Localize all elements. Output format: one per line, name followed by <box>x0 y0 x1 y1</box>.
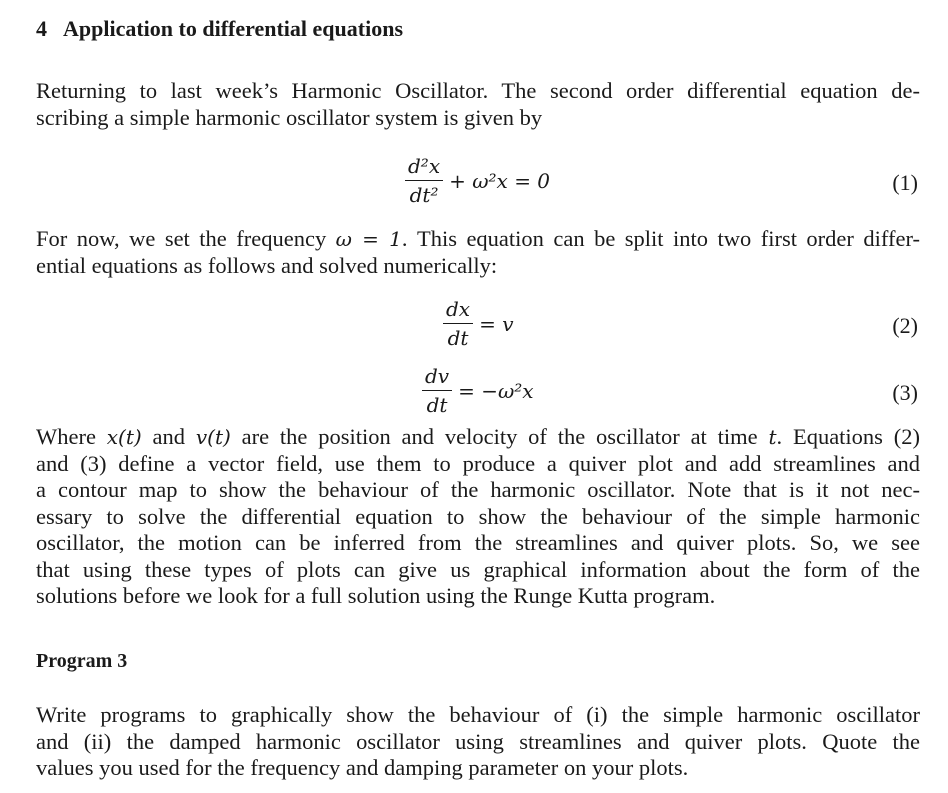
equation-3 <box>422 364 534 417</box>
explanation-line: a contour map to show the behaviour of the harmonic oscillator. Note that is it not nec- <box>36 477 920 502</box>
intro-line: scribing a simple harmonic oscillator system is given by <box>36 104 543 130</box>
explanation-line: that using these types of plots can give us graphical information about the form of the <box>36 556 920 582</box>
program-line: and (ii) the damped harmonic oscillator using streamlines and quiver plots. Quote the <box>36 728 920 754</box>
program-paragraph <box>36 702 920 782</box>
equation-2-fraction <box>443 297 473 350</box>
explanation-line: oscillator, the motion can be inferred from the streamlines and quiver plots. So, we see <box>36 530 920 555</box>
velocity-symbol: v(t) <box>195 425 231 449</box>
equation-2-number: (2) <box>892 313 918 338</box>
equation-3-numerator: dv <box>422 364 452 391</box>
equation-3-number: (3) <box>892 380 918 405</box>
equation-1-numerator: d²x <box>405 154 443 181</box>
split-text-a: For now, we set the frequency <box>36 226 336 251</box>
equation-1-fraction <box>405 154 443 207</box>
section-title: Application to differential equations <box>63 16 404 41</box>
explanation-line-1 <box>36 424 920 451</box>
explanation-line: and (3) define a vector field, use them to produce a quiver plot and add streamlines and <box>36 450 920 476</box>
equation-1-number: (1) <box>892 170 918 195</box>
explanation-text-d: . Equations (2) <box>776 424 920 449</box>
intro-paragraph <box>36 78 920 131</box>
explanation-text-a: Where <box>36 424 107 449</box>
explanation-paragraph <box>36 424 920 610</box>
split-line-1 <box>36 226 920 253</box>
explanation-line: essary to solve the differential equation to show the behaviour of the simple harmonic <box>36 503 920 529</box>
program-line: values you used for the frequency and damping parameter on your plots. <box>36 755 689 780</box>
equation-1 <box>405 154 550 207</box>
time-symbol: t <box>768 425 777 449</box>
equation-3-fraction <box>422 364 452 417</box>
explanation-line: solutions before we look for a full solution using the Runge Kutta program. <box>36 583 716 608</box>
equation-1-denominator: dt² <box>409 183 439 207</box>
position-symbol: x(t) <box>106 425 142 449</box>
section-heading <box>36 16 403 42</box>
explanation-text-c: are the position and velocity of the oscillator at time <box>230 424 769 449</box>
equation-2-denominator: dt <box>447 326 469 350</box>
program-heading: Program 3 <box>36 650 128 672</box>
equation-2-rhs: = v <box>479 311 514 336</box>
equation-3-denominator: dt <box>426 393 448 417</box>
equation-1-rhs: + ω²x = 0 <box>449 168 551 193</box>
equation-3-rhs: = −ω²x <box>458 378 534 403</box>
omega-equals-one: ω = 1 <box>335 227 402 251</box>
split-paragraph <box>36 226 920 279</box>
program-line: Write programs to graphically show the behaviour of (i) the simple harmonic oscillator <box>36 702 920 727</box>
equation-2 <box>443 297 514 350</box>
equation-2-numerator: dx <box>443 297 473 324</box>
split-text-b: . This equation can be split into two first order differ- <box>401 226 920 251</box>
section-number: 4 <box>36 16 47 41</box>
explanation-text-b: and <box>141 424 196 449</box>
intro-line: Returning to last week’s Harmonic Oscillator. The second order differential equation de- <box>36 78 920 103</box>
split-line-2: ential equations as follows and solved numerically: <box>36 252 498 278</box>
